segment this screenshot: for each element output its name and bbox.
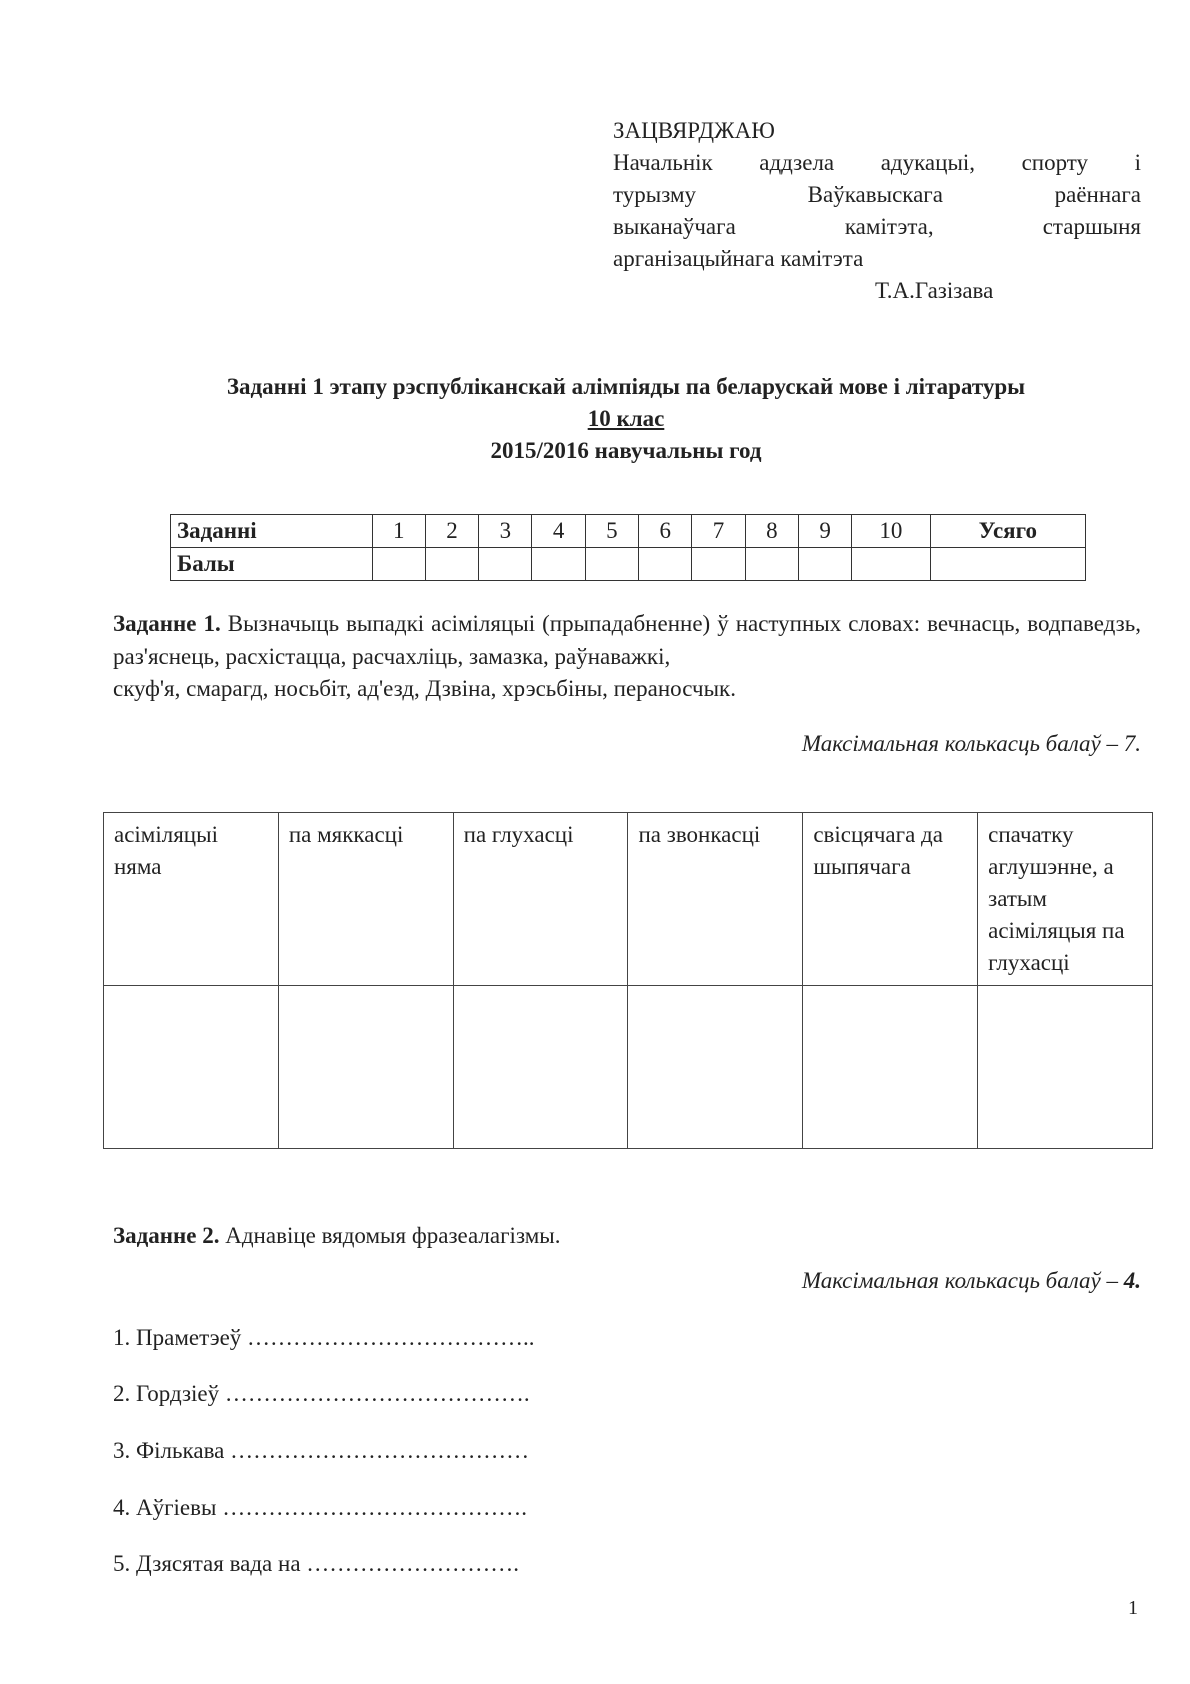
score-cell xyxy=(532,548,585,581)
task-number: 9 xyxy=(798,515,851,548)
task-number: 6 xyxy=(639,515,692,548)
list-item: 2. Гордзіеў …………………………………. xyxy=(113,1381,530,1406)
column-header: свісцячага да шыпячага xyxy=(803,813,978,986)
list-item: 3. Фількава ………………………………… xyxy=(113,1438,530,1463)
approval-heading: ЗАЦВЯРДЖАЮ xyxy=(613,118,775,143)
score-row-label: Заданні xyxy=(171,515,373,548)
answer-cell xyxy=(453,986,628,1149)
assimilation-table xyxy=(103,812,1153,1149)
task-number: 2 xyxy=(425,515,478,548)
task-number: 5 xyxy=(585,515,638,548)
score-cell xyxy=(585,548,638,581)
score-cell xyxy=(930,548,1085,581)
task-number: 7 xyxy=(692,515,745,548)
task1-max-score xyxy=(802,731,1141,757)
max-score-text: Максімальная колькасць балаў – xyxy=(801,1268,1124,1293)
column-header: асіміляцыі няма xyxy=(104,813,279,986)
approval-block xyxy=(613,115,1141,307)
task1-text: Вызначыць выпадкі асіміляцыі (прыпадабненне) ў наступных словах: вечнасць, водпаведзь, раз'яснець, расхістацца, расчахліць, замазка, раўнаважкі, xyxy=(113,611,1141,669)
approval-line: арганізацыйнага камітэта xyxy=(613,246,864,271)
list-item: 4. Аўгіевы …………………………………. xyxy=(113,1495,527,1520)
task-number: 8 xyxy=(745,515,798,548)
task2-paragraph xyxy=(113,1223,560,1249)
approval-line: турызму Ваўкавыскага раённага xyxy=(613,182,1141,207)
task1-paragraph xyxy=(113,608,1141,706)
score-cell xyxy=(798,548,851,581)
approval-line: Начальнік аддзела адукацыі, спорту і xyxy=(613,150,1141,175)
answer-cell xyxy=(104,986,279,1149)
score-cell xyxy=(639,548,692,581)
answer-cell xyxy=(278,986,453,1149)
task1-text-last: скуф'я, смарагд, носьбіт, ад'езд, Дзвіна, хрэсьбіны, пераносчык. xyxy=(113,676,736,701)
answer-cell xyxy=(978,986,1153,1149)
task2-text: Аднавіце вядомыя фразеалагізмы. xyxy=(219,1223,561,1248)
list-item: 5. Дзясятая вада на ………………………. xyxy=(113,1551,520,1576)
column-header: па звонкасці xyxy=(628,813,803,986)
score-cell xyxy=(692,548,745,581)
points-row-label: Балы xyxy=(171,548,373,581)
score-cell xyxy=(745,548,798,581)
grade-label: 10 клас xyxy=(587,406,665,431)
approval-line: выканаўчага камітэта, старшыня xyxy=(613,214,1141,239)
task2-max-score xyxy=(802,1268,1141,1294)
answer-cell xyxy=(803,986,978,1149)
max-score-value: 4. xyxy=(1123,1268,1141,1293)
list-item: 1. Праметэеў ……………………………….. xyxy=(113,1325,535,1350)
max-score-value: 7. xyxy=(1123,731,1141,756)
approval-signer: Т.А.Газізава xyxy=(875,278,994,303)
max-score-text: Максімальная колькасць балаў – xyxy=(801,731,1124,756)
score-cell xyxy=(852,548,930,581)
document-title: Заданні 1 этапу рэспубліканскай алімпіяды па беларускай мове і літаратуры xyxy=(226,374,1026,399)
score-table xyxy=(170,514,1086,581)
task-number: 10 xyxy=(852,515,930,548)
task-number: 1 xyxy=(372,515,425,548)
task-number: 3 xyxy=(479,515,532,548)
task2-label: Заданне 2. xyxy=(113,1223,220,1248)
total-label: Усяго xyxy=(930,515,1085,548)
page-number: 1 xyxy=(1128,1597,1138,1619)
column-header: па мяккасці xyxy=(278,813,453,986)
answer-cell xyxy=(628,986,803,1149)
school-year: 2015/2016 навучальны год xyxy=(490,438,762,463)
task1-label: Заданне 1. xyxy=(113,611,221,636)
column-header: па глухасці xyxy=(453,813,628,986)
task-number: 4 xyxy=(532,515,585,548)
score-cell xyxy=(425,548,478,581)
score-cell xyxy=(372,548,425,581)
column-header: спачатку аглушэнне, а затым асіміляцыя па глухасці xyxy=(978,813,1153,986)
score-cell xyxy=(479,548,532,581)
